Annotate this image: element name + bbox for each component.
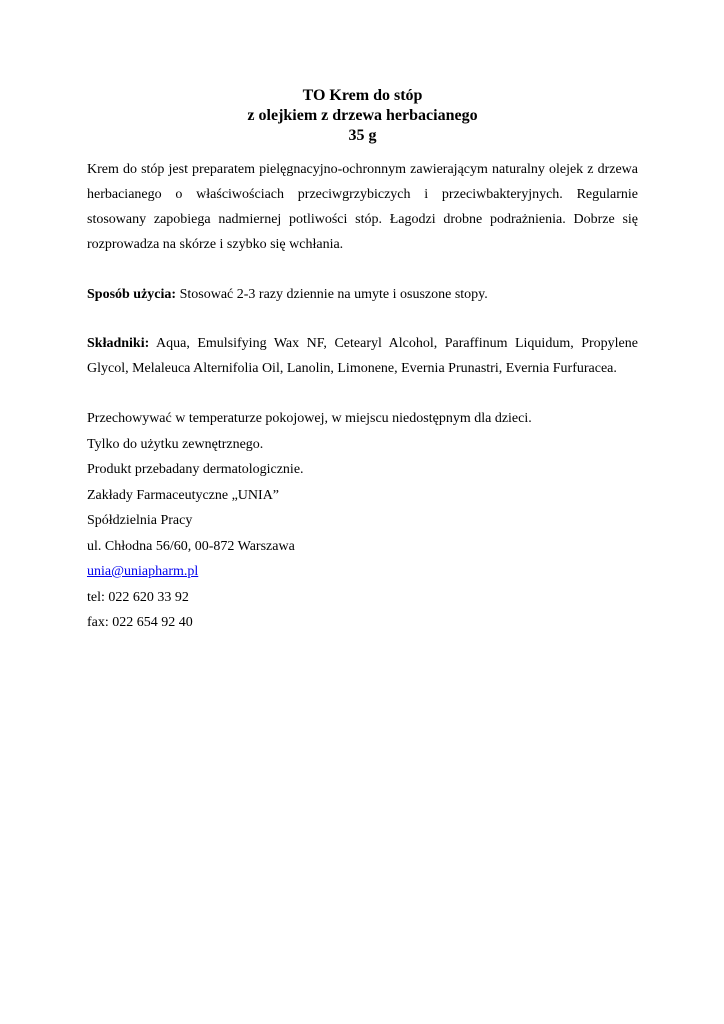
usage-paragraph [87,282,638,307]
usage-text: Stosować 2-3 razy dziennie na umyte i osuszone stopy. [176,287,488,302]
company-address: ul. Chłodna 56/60, 00-872 Warszawa [87,538,295,554]
info-block [87,406,638,636]
title-line-1: TO Krem do stóp [302,87,423,104]
cooperative-name: Spółdzielnia Pracy [87,513,193,528]
dermatology-note: Produkt przebadany dermatologicznie. [87,462,304,477]
product-title [87,86,638,146]
ingredients-text: Aqua, Emulsifying Wax NF, Cetearyl Alcohol, Paraffinum Liquidum, Propylene Glycol, Melaleuca Alternifolia Oil, Lanolin, Limonene, Evernia Prunastri, Evernia Furfuracea. [87,336,638,376]
company-name: Zakłady Farmaceutyczne „UNIA” [87,487,280,503]
email-link[interactable]: unia@uniapharm.pl [87,564,199,579]
external-use-note: Tylko do użytku zewnętrznego. [87,436,264,452]
product-description: Krem do stóp jest preparatem pielęgnacyjno-ochronnym zawierającym naturalny olejek z drzewa herbacianego o właściwościach przeciwgrzybiczych i przeciwbakteryjnych. Regularnie stosowany zapobiega nadmiernej potliwości stóp. Łagodzi drobne podrażnienia. Dobrze się rozprowadza na skórze i szybko się wchłania. [87,162,638,252]
usage-label: Sposób użycia: [87,287,177,302]
fax-number: fax: 022 654 92 40 [87,615,193,630]
title-line-3: 35 g [348,127,377,144]
title-line-2: z olejkiem z drzewa herbacianego [247,107,478,124]
ingredients-label: Składniki: [87,336,150,351]
email-line [87,559,638,585]
ingredients-paragraph [87,331,638,381]
document-page [87,86,638,636]
phone-number: tel: 022 620 33 92 [87,589,189,605]
storage-note: Przechowywać w temperaturze pokojowej, w miejscu niedostępnym dla dzieci. [87,411,532,426]
